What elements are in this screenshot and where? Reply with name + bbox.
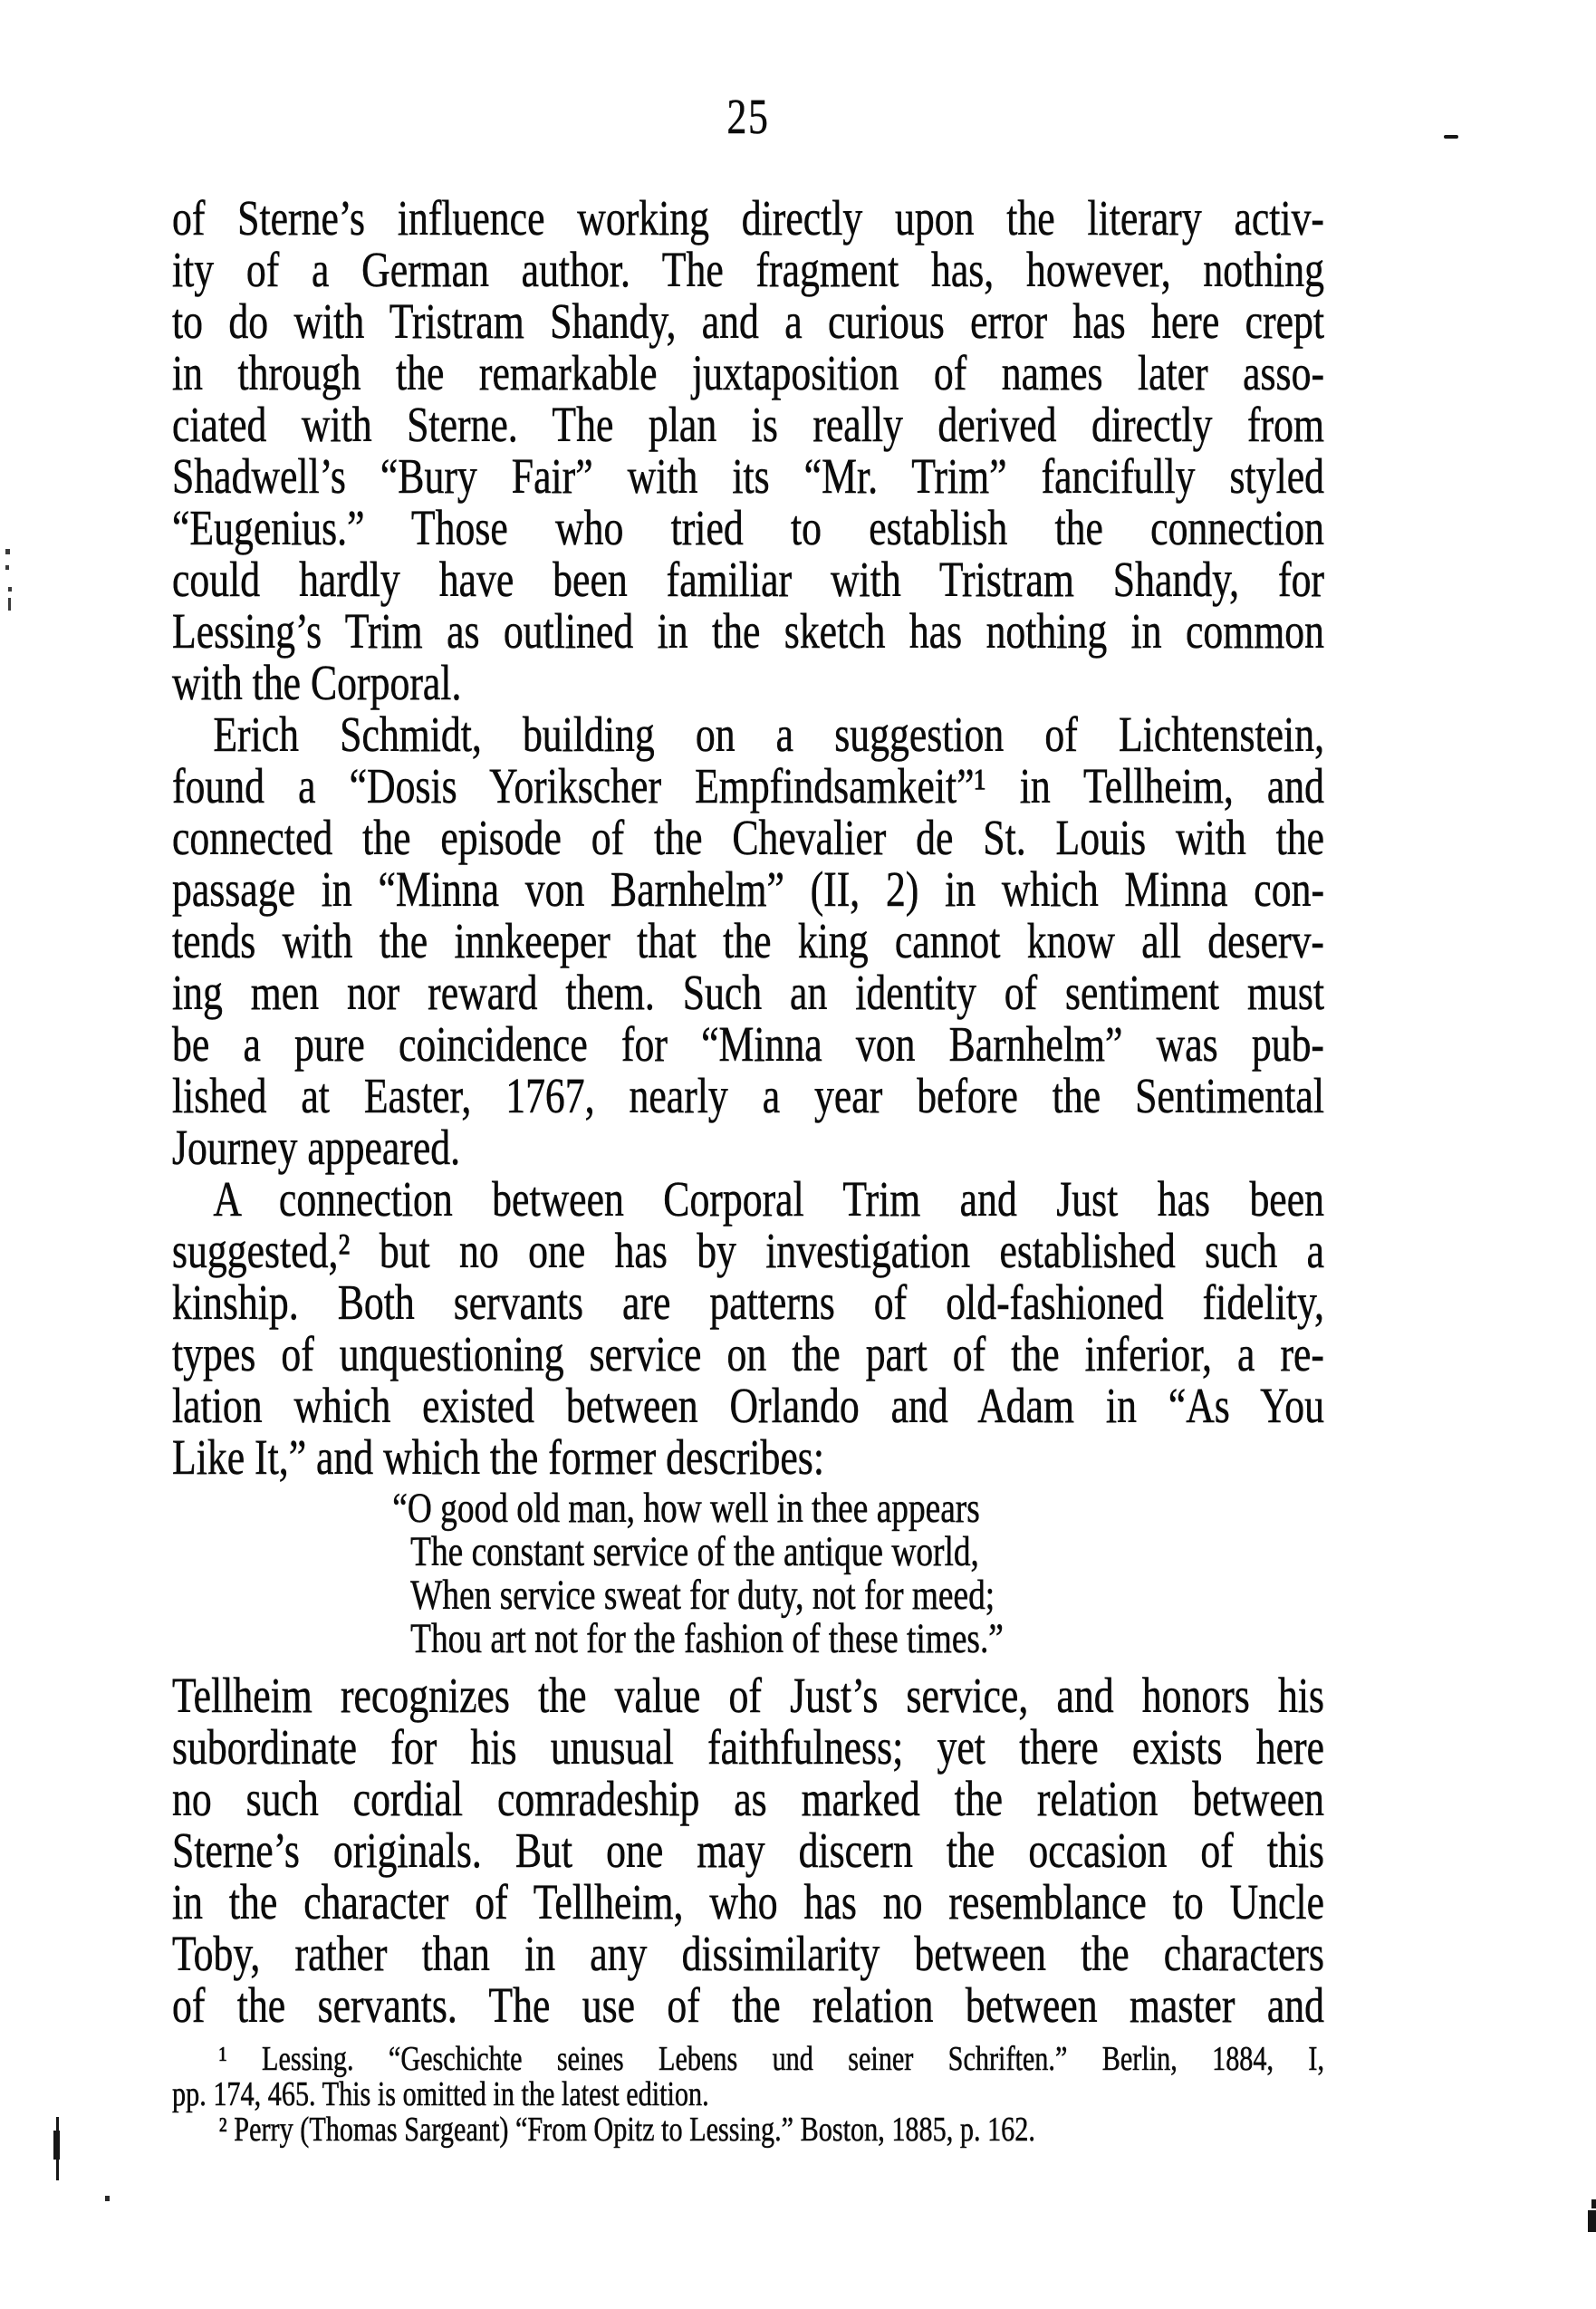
paragraph [172,192,1324,708]
text-line: ing men nor reward them. Such an identity of sentiment must [172,965,1324,1020]
text-line: ity of a German author. The fragment has, however, nothing [172,242,1324,297]
verse-line: The constant service of the antique world, [410,1528,979,1575]
text-flow [172,192,1324,2148]
text-line: lished at Easter, 1767, nearly a year before the Sentimental [172,1068,1324,1123]
verse-line: Thou art not for the fashion of these times.” [410,1615,1004,1662]
text-line: be a pure coincidence for “Minna von Barnhelm” was pub- [172,1016,1324,1072]
text-line: in the character of Tellheim, who has no resemblance to Uncle [172,1874,1324,1929]
verse-line: When service sweat for duty, not for meed; [410,1572,995,1619]
text-line: of Sterne’s influence working directly upon the literary activ- [172,190,1324,245]
text-line: Erich Schmidt, building on a suggestion of Lichtenstein, [213,707,1325,762]
paragraph [172,1669,1324,2031]
text-line: types of unquestioning service on the part of the inferior, a re- [172,1326,1324,1381]
text-line: no such cordial comradeship as marked the relation between [172,1771,1324,1826]
verse-line: “O good old man, how well in thee appears [392,1485,980,1532]
text-line: suggested,² but no one has by investigation established such a [172,1223,1324,1278]
text-line: in through the remarkable juxtaposition of names later asso- [172,345,1324,400]
text-line: could hardly have been familiar with Tristram Shandy, for [172,552,1324,607]
text-line: tends with the innkeeper that the king cannot know all deserv- [172,913,1324,968]
text-line: lation which existed between Orlando and Adam in “As You [172,1378,1324,1433]
artifact-right-edge-blot [1588,2210,1596,2232]
text-line: found a “Dosis Yorikscher Empfindsamkeit”¹ in Tellheim, and [172,758,1324,813]
text-line: “Eugenius.” Those who tried to establish the connection [172,500,1324,555]
text-line: Sterne’s originals. But one may discern the occasion of this [172,1823,1324,1878]
text-line: Journey appeared. [172,1120,461,1175]
footnote-line: ¹ Lessing. “Geschichte seines Lebens und seiner Schriften.” Berlin, 1884, I, [218,2040,1324,2078]
text-line: Like It,” and which the former describes: [172,1429,824,1485]
footnote-line: ² Perry (Thomas Sargeant) “From Opitz to Lessing.” Boston, 1885, p. 162. [218,2111,1035,2149]
artifact-footnote-speck [105,2196,110,2201]
text-line: with the Corporal. [172,655,462,710]
artifact-left-speck [8,587,12,592]
page-number: 25 [726,89,770,144]
artifact-bottom-left-line [53,2131,60,2160]
artifact-right-dash [1444,135,1458,139]
text-line: kinship. Both servants are patterns of old-fashioned fidelity, [172,1275,1324,1330]
text-line: A connection between Corporal Trim and Just has been [213,1171,1325,1227]
paragraph [172,708,1324,1173]
text-line: ciated with Sterne. The plan is really derived directly from [172,397,1324,452]
text-line: to do with Tristram Shandy, and a curious error has here crept [172,293,1324,349]
text-line: Shadwell’s “Bury Fair” with its “Mr. Trim” fancifully styled [172,448,1324,504]
text-line: subordinate for his unusual faithfulness; yet there exists here [172,1719,1324,1775]
artifact-left-speck [8,598,11,611]
text-line: Toby, rather than in any dissimilarity between the characters [172,1926,1324,1981]
text-line: connected the episode of the Chevalier de St. Louis with the [172,810,1324,865]
verse-quote [172,1486,1324,1660]
footnotes [172,2042,1324,2148]
text-line: Lessing’s Trim as outlined in the sketch has nothing in common [172,603,1324,659]
artifact-right-edge-blot [1591,2199,1596,2208]
artifact-left-speck [5,565,9,570]
text-line: of the servants. The use of the relation between master and [172,1977,1324,2033]
text-line: passage in “Minna von Barnhelm” (II, 2) in which Minna con- [172,861,1324,917]
footnote-line: pp. 174, 465. This is omitted in the latest edition. [172,2075,709,2113]
text-line: Tellheim recognizes the value of Just’s service, and honors his [172,1668,1324,1723]
paragraph [172,1173,1324,1483]
artifact-left-speck [5,549,10,554]
